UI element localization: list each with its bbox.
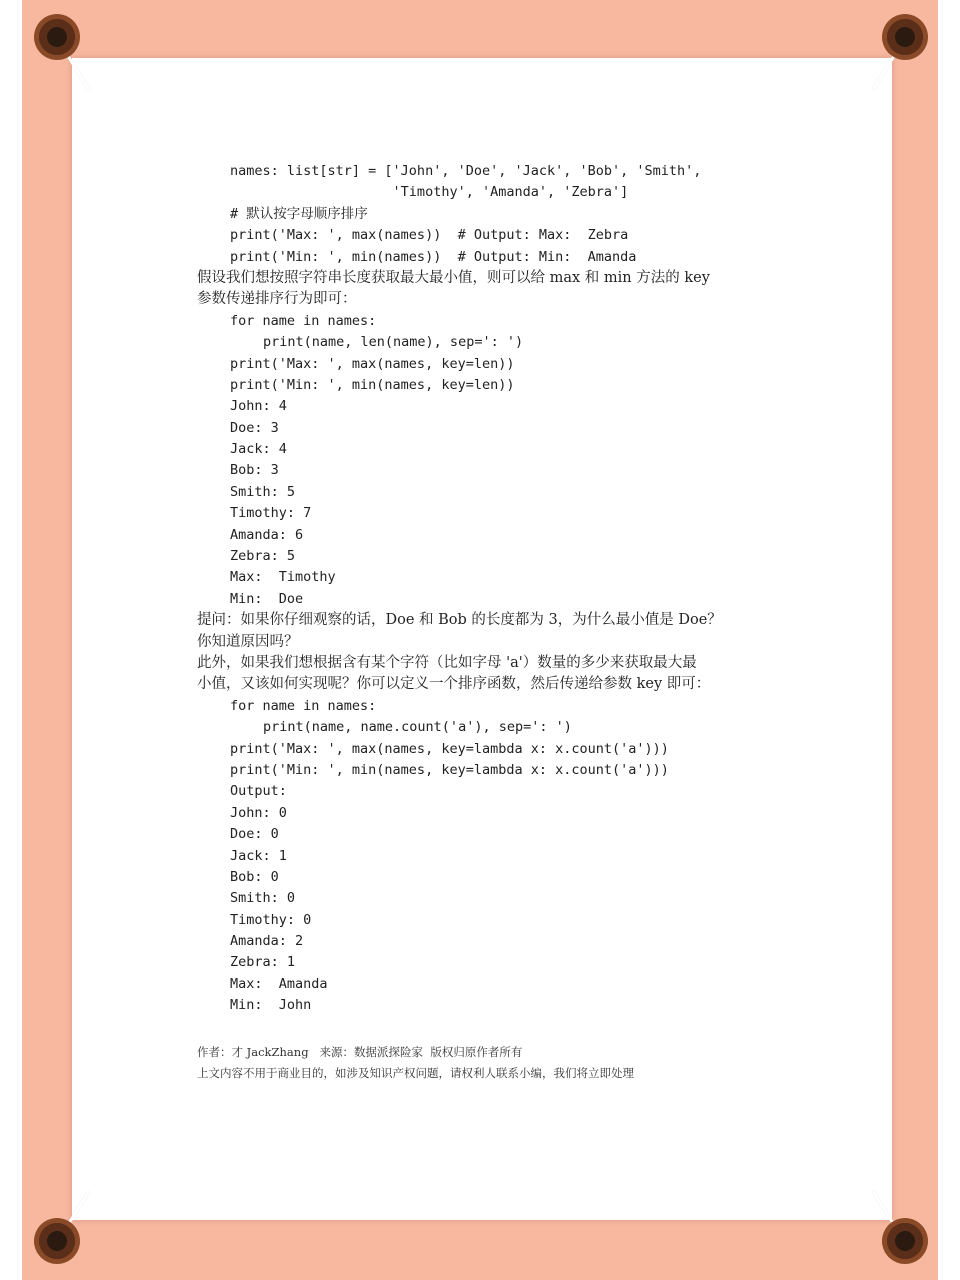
code-line: print(name, len(name), sep=': ')	[263, 334, 524, 351]
output-line: Max: Timothy	[230, 569, 336, 586]
output-line: Amanda: 2	[230, 933, 304, 950]
output-line: Timothy: 0	[230, 911, 312, 928]
paragraph-line: 参数传递排序行为即可：	[197, 291, 357, 308]
output-line: Output:	[230, 783, 287, 800]
code-comment: # 默认按字母顺序排序	[230, 205, 368, 222]
code-line: for name in names:	[230, 312, 377, 329]
disclaimer: 上文内容不用于商业目的，如涉及知识产权问题，请权利人联系小编，我们将立即处理	[197, 1066, 634, 1080]
paragraph-line: 此外，如果我们想根据含有某个字符（比如字母 'a'）数量的多少来获取最大最	[197, 654, 697, 671]
output-line: Bob: 0	[230, 868, 279, 885]
code-line: print('Min: ', min(names, key=len))	[230, 376, 515, 393]
code-line: print('Max: ', max(names, key=lambda x: x.count('a')))	[230, 740, 669, 757]
output-line: Jack: 1	[230, 847, 287, 864]
code-line: print('Min: ', min(names)) # Output: Min: Amanda	[230, 248, 637, 265]
code-line: print('Min: ', min(names, key=lambda x: x.count('a')))	[230, 761, 669, 778]
paragraph-line: 提问：如果你仔细观察的话，Doe 和 Bob 的长度都为 3，为什么最小值是 Doe？	[197, 612, 722, 629]
output-line: John: 0	[230, 804, 287, 821]
output-line: John: 4	[230, 398, 287, 415]
output-line: Smith: 0	[230, 890, 296, 907]
output-line: Jack: 4	[230, 441, 287, 458]
output-line: Amanda: 6	[230, 526, 304, 543]
paragraph-line: 假设我们想按照字符串长度获取最大最小值，则可以给 max 和 min 方法的 key	[197, 269, 710, 286]
output-line: Bob: 3	[230, 462, 279, 479]
grommet-icon	[882, 1218, 928, 1264]
output-line: Zebra: 1	[230, 954, 296, 971]
output-line: Min: Doe	[230, 590, 304, 607]
grommet-icon	[34, 14, 80, 60]
code-line: names: list[str] = ['John', 'Doe', 'Jack', 'Bob', 'Smith',	[230, 163, 702, 179]
code-line: print('Max: ', max(names)) # Output: Max: Zebra	[230, 227, 629, 244]
code-line: for name in names:	[230, 697, 377, 714]
output-line: Doe: 3	[230, 419, 279, 436]
grommet-icon	[882, 14, 928, 60]
output-line: Zebra: 5	[230, 548, 296, 565]
article-body	[197, 161, 817, 1017]
grommet-icon	[34, 1218, 80, 1264]
output-line: Timothy: 7	[230, 505, 312, 522]
output-line: Smith: 5	[230, 483, 296, 500]
output-line: Max: Amanda	[230, 975, 328, 992]
author-credit: 作者：才 JackZhang 来源：数据派探险家 版权归原作者所有	[197, 1045, 523, 1059]
code-line: 'Timothy', 'Amanda', 'Zebra']	[230, 184, 629, 201]
output-line: Min: John	[230, 997, 312, 1014]
output-line: Doe: 0	[230, 826, 279, 843]
code-line: print('Max: ', max(names, key=len))	[230, 355, 515, 372]
code-line: print(name, name.count('a'), sep=': ')	[263, 719, 572, 736]
footer	[197, 1042, 634, 1084]
paragraph-line: 小值，又该如何实现呢？你可以定义一个排序函数，然后传递给参数 key 即可：	[197, 676, 711, 693]
paragraph-line: 你知道原因吗？	[197, 633, 299, 650]
